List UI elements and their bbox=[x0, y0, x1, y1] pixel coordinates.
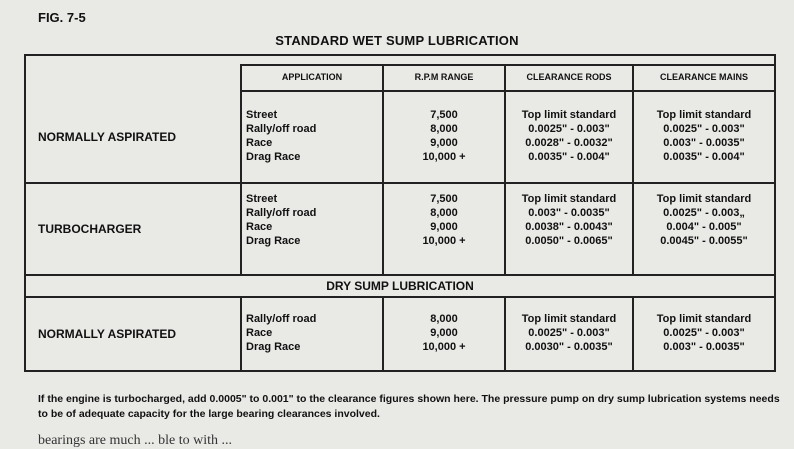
list-item: 10,000 + bbox=[422, 151, 466, 163]
header-rods: CLEARANCE RODS bbox=[526, 72, 612, 82]
grid-line bbox=[240, 296, 242, 370]
list-item: 0.0025" - 0.003" bbox=[528, 123, 610, 135]
group-label: TURBOCHARGER bbox=[38, 222, 142, 236]
list-item: Drag Race bbox=[246, 235, 301, 247]
list-item: Top limit standard bbox=[521, 193, 617, 205]
list-item: Top limit standard bbox=[521, 109, 617, 121]
table-title: STANDARD WET SUMP LUBRICATION bbox=[275, 33, 519, 48]
rods-list bbox=[506, 108, 632, 164]
lubrication-table bbox=[24, 54, 776, 372]
mains-list bbox=[634, 108, 774, 164]
rpm-list bbox=[384, 192, 504, 248]
list-item: 0.0025" - 0.003" bbox=[663, 123, 745, 135]
list-item: 0.0038" - 0.0043" bbox=[525, 221, 613, 233]
list-item: 10,000 + bbox=[422, 235, 466, 247]
list-item: Race bbox=[246, 137, 273, 149]
list-item: 9,000 bbox=[430, 137, 458, 149]
list-item: Street bbox=[246, 193, 278, 205]
list-item: Street bbox=[246, 109, 278, 121]
rpm-list bbox=[384, 312, 504, 354]
grid-line bbox=[240, 64, 242, 274]
list-item: 0.0045" - 0.0055" bbox=[660, 235, 748, 247]
list-item: 0.0025" - 0.003" bbox=[528, 327, 610, 339]
footnote: If the engine is turbocharged, add 0.0005" to 0.001" to the clearance figures shown here. The pressure pump on dry sump lubrication systems needs to be of adequate capacity for the large bearing clearances involved. bbox=[38, 393, 780, 420]
rpm-list bbox=[384, 108, 504, 164]
list-item: 9,000 bbox=[430, 221, 458, 233]
rods-list bbox=[506, 192, 632, 248]
list-item: 0.0030" - 0.0035" bbox=[525, 341, 613, 353]
list-item: Top limit standard bbox=[521, 313, 617, 325]
header-application: APPLICATION bbox=[281, 72, 343, 82]
application-list bbox=[246, 312, 316, 354]
list-item: 0.0025" - 0.003„ bbox=[663, 207, 745, 219]
header-mains: CLEARANCE MAINS bbox=[659, 72, 748, 82]
list-item: Drag Race bbox=[246, 151, 301, 163]
list-item: 8,000 bbox=[430, 313, 458, 325]
grid-line bbox=[26, 182, 774, 184]
list-item: 8,000 bbox=[430, 207, 458, 219]
list-item: Rally/off road bbox=[246, 207, 317, 219]
list-item: Race bbox=[246, 327, 273, 339]
grid-line bbox=[240, 90, 774, 92]
list-item: 0.003" - 0.0035" bbox=[663, 137, 745, 149]
group-label: NORMALLY ASPIRATED bbox=[38, 327, 177, 341]
list-item: Top limit standard bbox=[656, 193, 752, 205]
list-item: 7,500 bbox=[430, 193, 458, 205]
application-list bbox=[246, 108, 316, 164]
group-label: NORMALLY ASPIRATED bbox=[38, 130, 177, 144]
list-item: Top limit standard bbox=[656, 109, 752, 121]
list-item: Top limit standard bbox=[656, 313, 752, 325]
rods-list bbox=[506, 312, 632, 354]
list-item: 10,000 + bbox=[422, 341, 466, 353]
list-item: 8,000 bbox=[430, 123, 458, 135]
mains-list bbox=[634, 312, 774, 354]
list-item: 0.0050" - 0.0065" bbox=[525, 235, 613, 247]
application-list bbox=[246, 192, 316, 248]
bleed-through-text: bearings are much ... ble to with ... bbox=[38, 433, 233, 448]
grid-line bbox=[240, 64, 774, 66]
list-item: 0.0035" - 0.004" bbox=[528, 151, 610, 163]
list-item: 7,500 bbox=[430, 109, 458, 121]
list-item: Race bbox=[246, 221, 273, 233]
figure-label: FIG. 7-5 bbox=[38, 10, 86, 25]
list-item: 0.0025" - 0.003" bbox=[663, 327, 745, 339]
list-item: 0.0035" - 0.004" bbox=[663, 151, 745, 163]
list-item: 0.004" - 0.005" bbox=[666, 221, 742, 233]
list-item: 9,000 bbox=[430, 327, 458, 339]
list-item: 0.0028" - 0.0032" bbox=[525, 137, 613, 149]
list-item: Drag Race bbox=[246, 341, 301, 353]
list-item: Rally/off road bbox=[246, 313, 317, 325]
mains-list bbox=[634, 192, 774, 248]
list-item: 0.003" - 0.0035" bbox=[663, 341, 745, 353]
dry-sump-title: DRY SUMP LUBRICATION bbox=[326, 279, 474, 293]
list-item: Rally/off road bbox=[246, 123, 317, 135]
header-rpm: R.P.M RANGE bbox=[414, 72, 474, 82]
list-item: 0.003" - 0.0035" bbox=[528, 207, 610, 219]
